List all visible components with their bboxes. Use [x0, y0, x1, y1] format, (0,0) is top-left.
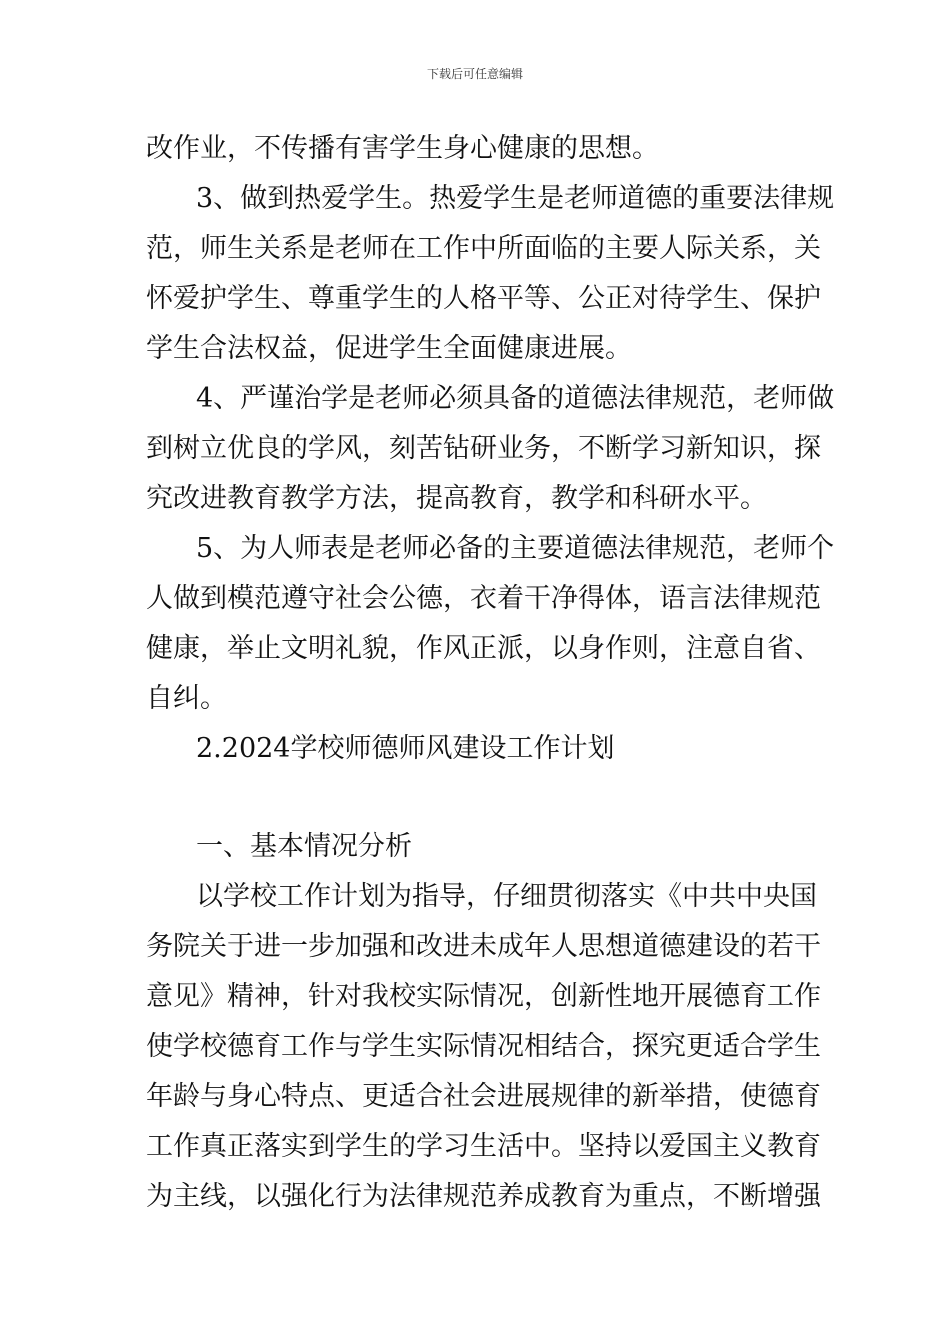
text-line: 人做到模范遵守社会公德，衣着干净得体，语言法律规范	[146, 583, 821, 614]
text-line: 自纠。	[146, 683, 227, 714]
text-line: 务院关于进一步加强和改进未成年人思想道德建设的若干	[146, 931, 821, 962]
text-line: 工作真正落实到学生的学习生活中。坚持以爱国主义教育	[146, 1131, 821, 1162]
subsection-heading: 一、基本情况分析	[196, 831, 412, 862]
text-line: 3、做到热爱学生。热爱学生是老师道德的重要法律规	[196, 183, 835, 214]
section-heading: 2.2024学校师德师风建设工作计划	[196, 733, 615, 764]
page-header: 下载后可任意编辑	[426, 67, 523, 81]
text-line: 4、严谨治学是老师必须具备的道德法律规范，老师做	[196, 383, 835, 414]
text-line: 学生合法权益，促进学生全面健康进展。	[146, 333, 632, 364]
text-line: 到树立优良的学风，刻苦钻研业务，不断学习新知识，探	[146, 433, 821, 464]
text-line: 怀爱护学生、尊重学生的人格平等、公正对待学生、保护	[146, 283, 821, 314]
text-line: 健康，举止文明礼貌，作风正派，以身作则，注意自省、	[146, 633, 821, 664]
text-line: 年龄与身心特点、更适合社会进展规律的新举措，使德育	[146, 1081, 821, 1112]
text-line: 意见》精神，针对我校实际情况，创新性地开展德育工作	[146, 981, 821, 1012]
text-line: 以学校工作计划为指导，仔细贯彻落实《中共中央国	[196, 881, 817, 912]
text-line: 为主线，以强化行为法律规范养成教育为重点，不断增强	[146, 1181, 821, 1212]
text-line: 改作业，不传播有害学生身心健康的思想。	[146, 133, 659, 164]
text-line: 5、为人师表是老师必备的主要道德法律规范，老师个	[196, 533, 835, 564]
text-line: 使学校德育工作与学生实际情况相结合，探究更适合学生	[146, 1031, 821, 1062]
text-line: 究改进教育教学方法，提高教育，教学和科研水平。	[146, 483, 767, 514]
text-line: 范，师生关系是老师在工作中所面临的主要人际关系，关	[146, 233, 821, 264]
